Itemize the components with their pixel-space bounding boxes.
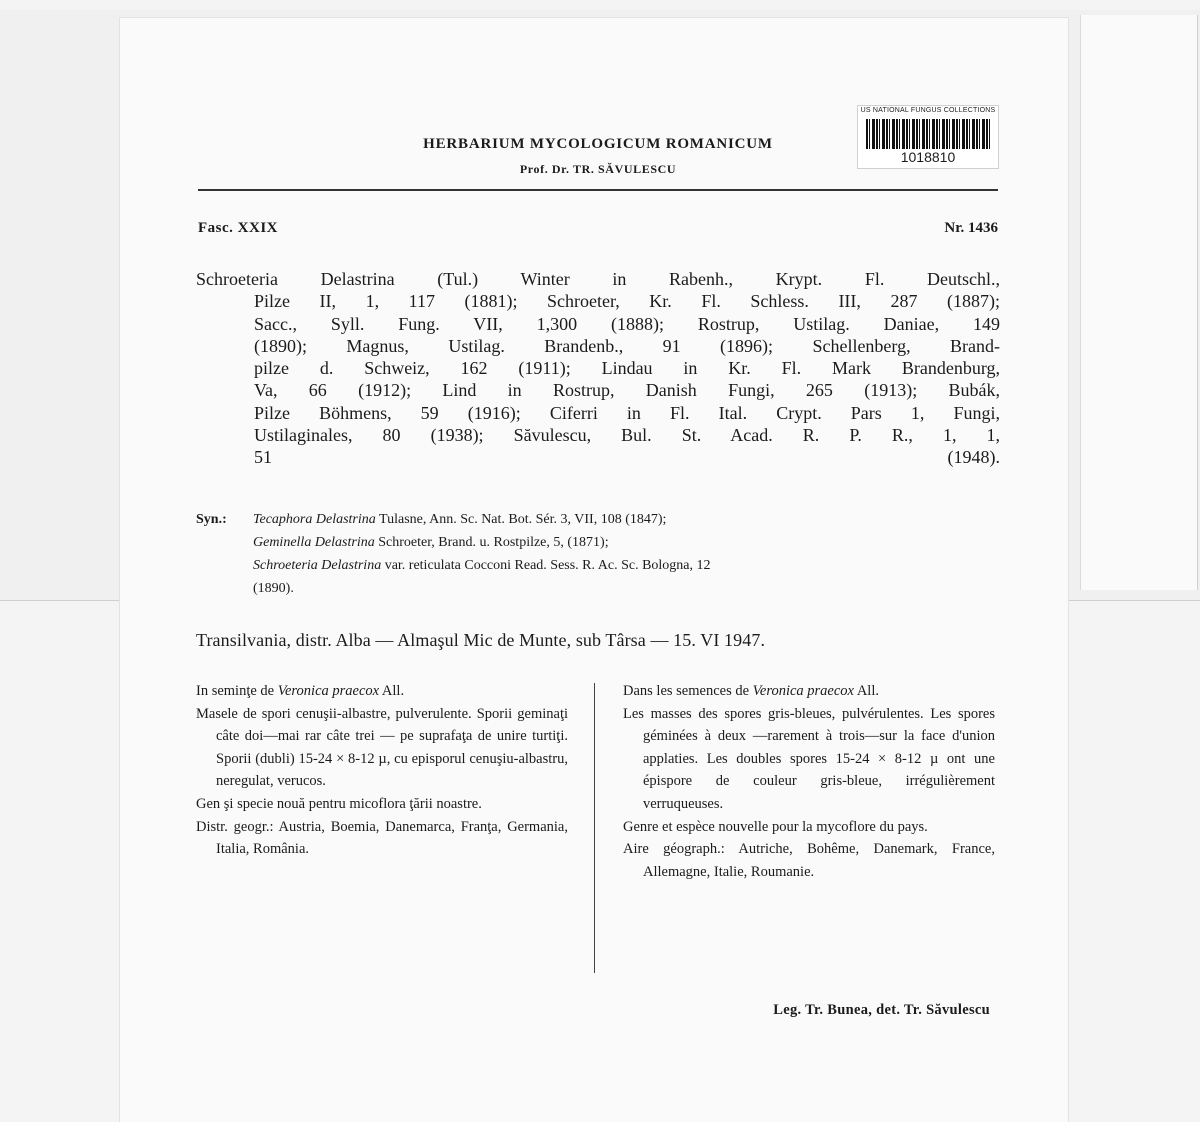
envelope-flap <box>1080 15 1198 590</box>
citation-line: Pilze Böhmens, 59 (1916); Ciferri in Fl. Ital. Crypt. Pars 1, Fungi, <box>254 402 1000 423</box>
collector-determiner: Leg. Tr. Bunea, det. Tr. Săvulescu <box>773 1002 990 1018</box>
citation-line: 51 (1948). <box>254 447 1000 468</box>
barcode-number: 1018810 <box>900 149 956 165</box>
synonym-name: Schroeteria Delastrina <box>253 558 382 573</box>
distribution-note: Distr. geogr.: Austria, Boemia, Danemarca, Franţa, Germania, Italia, România. <box>196 818 568 858</box>
herbarium-editor: Prof. Dr. TR. SĂVULESCU <box>519 162 677 176</box>
synonym-line <box>253 556 711 577</box>
taxon-citation <box>196 268 1000 469</box>
host-line <box>623 680 995 703</box>
romanian-description <box>196 680 568 861</box>
novelty-note: Genre et espèce nouvelle pour la mycoflore du pays. <box>623 818 928 835</box>
synonym-line <box>253 579 294 600</box>
specimen-number: Nr. 1436 <box>944 220 998 236</box>
novelty-note: Gen şi specie nouă pentru micoflora ţării noastre. <box>196 795 482 812</box>
collection-locality: Transilvania, distr. Alba — Almaşul Mic de Munte, sub Târsa — 15. VI 1947. <box>196 630 766 650</box>
distribution-note: Aire géograph.: Autriche, Bohême, Danemark, France, Allemagne, Italie, Roumanie. <box>623 841 995 880</box>
host-species: Veronica praecox <box>752 683 854 699</box>
citation-line: Schroeteria Delastrina (Tul.) Winter in Rabenh., Krypt. Fl. Deutschl., <box>196 269 1000 289</box>
host-suffix: All. <box>379 683 405 699</box>
synonym-name: Tecaphora Delastrina <box>253 512 376 527</box>
synonym-ref: Tulasne, Ann. Sc. Nat. Bot. Sér. 3, VII, 108 (1847); <box>375 512 667 527</box>
spore-description: Les masses des spores gris-bleues, pulvérulentes. Les spores géminées à deux —rarement à trois—sur la face d'union applaties. Les doubles spores 15-24 × 8-12 µ ont une épispore de couleur gris-bleue, irrégulièrement verruqueuses. <box>623 705 995 812</box>
synonym-line <box>253 510 666 531</box>
fascicle-number: Fasc. XXIX <box>198 220 278 236</box>
spore-description: Masele de spori cenuşii-albastre, pulverulente. Sporii geminaţi câte doi—mai rar câte trei — pe suprafaţa de unire turtiţi. Sporii (dubli) 15-24 × 8-12 µ, cu episporul cenuşiu-albastru, neregulat, verucos. <box>196 705 568 790</box>
citation-line: Pilze II, 1, 117 (1881); Schroeter, Kr. Fl. Schless. III, 287 (1887); <box>254 291 1000 312</box>
citation-line: Sacc., Syll. Fung. VII, 1,300 (1888); Rostrup, Ustilag. Daniae, 149 <box>254 313 1000 334</box>
host-suffix: All. <box>854 683 879 699</box>
citation-line: (1890); Magnus, Ustilag. Brandenb., 91 (1896); Schellenberg, Brand- <box>254 335 1000 356</box>
synonym-line <box>253 533 609 554</box>
host-prefix: In seminţe de <box>196 683 278 699</box>
synonym-ref: (1890). <box>253 581 294 596</box>
column-divider <box>594 683 595 973</box>
host-prefix: Dans les semences de <box>623 683 753 699</box>
herbarium-title: HERBARIUM MYCOLOGICUM ROMANICUM <box>423 136 773 152</box>
synonym-name: Geminella Delastrina <box>253 535 375 550</box>
synonym-ref: Schroeter, Brand. u. Rostpilze, 5, (1871); <box>374 535 609 550</box>
synonym-ref: var. reticulata Cocconi Read. Sess. R. Ac. Sc. Bologna, 12 <box>381 558 711 573</box>
synonyms-label: Syn.: <box>196 512 227 527</box>
citation-line: Ustilaginales, 80 (1938); Săvulescu, Bul. St. Acad. R. P. R., 1, 1, <box>254 425 1000 446</box>
citation-line: Va, 66 (1912); Lind in Rostrup, Danish Fungi, 265 (1913); Bubák, <box>254 380 1000 401</box>
citation-text <box>196 268 1000 469</box>
host-species: Veronica praecox <box>277 683 380 699</box>
citation-line: pilze d. Schweiz, 162 (1911); Lindau in Kr. Fl. Mark Brandenburg, <box>254 358 1000 379</box>
header-rule <box>198 189 998 191</box>
barcode-collection-name: US NATIONAL FUNGUS COLLECTIONS <box>860 107 996 114</box>
french-description <box>623 680 995 883</box>
host-line <box>196 680 568 703</box>
